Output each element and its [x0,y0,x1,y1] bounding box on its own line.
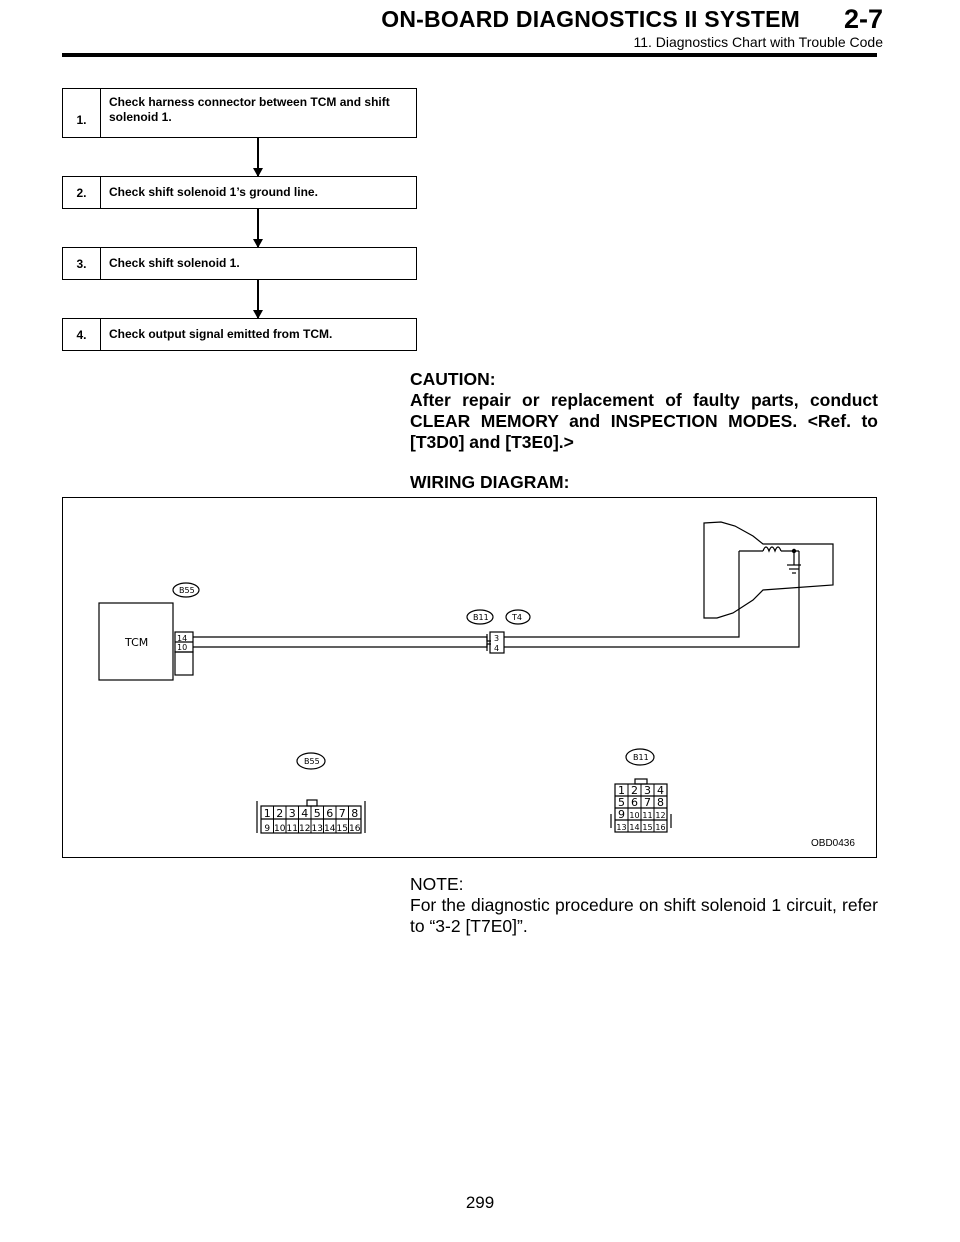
flow-step-number: 1. [63,89,101,137]
t4-label: T4 [512,613,522,622]
wiring-diagram [62,497,877,858]
b55-label: B55 [179,586,195,595]
flow-arrow-icon [257,280,259,318]
figure-code: OBD0436 [811,838,855,849]
b11-pin: 12 [655,811,666,820]
b55-pin: 12 [299,824,311,834]
b55-face-label: B55 [304,757,320,766]
b11-pin: 2 [631,784,638,797]
page-number: 299 [465,1193,495,1212]
b11-pin: 15 [642,823,653,832]
b55-pin: 2 [276,807,284,820]
flow-step-text: Check output signal emitted from TCM. [109,327,333,341]
flow-step-2 [62,176,417,209]
b55-pin: 5 [313,807,321,820]
b55-pin-grid [264,806,361,834]
b11-pin: 16 [655,823,666,832]
b11-pin: 11 [642,811,653,820]
b11-face-label: B11 [633,753,649,762]
b11-pin: 9 [618,808,625,821]
b11-pin: 8 [657,796,664,809]
header-subtitle: 11. Diagnostics Chart with Trouble Code [633,34,883,50]
caution-heading: CAUTION: [410,369,496,389]
b11-pin: 14 [629,823,640,832]
flow-step-text: Check shift solenoid 1’s ground line. [109,185,318,199]
b11-pin: 5 [618,796,625,809]
b11-label: B11 [473,613,489,622]
b55-pin: 6 [326,807,334,820]
b11-pin: 4 [657,784,664,797]
b55-pin: 3 [288,807,296,820]
flow-step-number: 4. [63,319,101,350]
b55-pin: 8 [351,807,359,820]
transmission-outline [704,522,833,618]
b55-pin: 11 [286,824,298,834]
flow-step-number: 3. [63,248,101,279]
b11-pin: 13 [616,823,627,832]
b55-pin: 14 [324,824,336,834]
note-block [410,874,878,937]
header-title: ON-BOARD DIAGNOSTICS II SYSTEM [381,6,800,32]
note-body: For the diagnostic procedure on shift solenoid 1 circuit, refer to “3-2 [T7E0]”. [410,895,878,936]
b11-pin: 6 [631,796,638,809]
b55-pin: 10 [274,824,286,834]
note-heading: NOTE: [410,874,464,894]
flow-step-text: Check shift solenoid 1. [109,256,240,270]
flow-arrow-icon [257,209,259,247]
header-rule [62,53,877,57]
b11-pin: 3 [644,784,651,797]
tcm-pin-14: 14 [177,634,188,643]
b55-pin: 7 [338,807,346,820]
wire-lower [193,644,491,647]
flow-arrow-icon [257,138,259,176]
caution-body: After repair or replacement of faulty parts, conduct CLEAR MEMORY and INSPECTION MODES. <Ref. to [T3D0] and [T3E0].> [410,390,878,452]
header-section-number: 2-7 [843,4,883,34]
tcm-pin-10: 10 [177,643,188,652]
flow-step-number: 2. [63,177,101,208]
flow-step-4 [62,318,417,351]
joint-pin-4: 4 [494,644,500,653]
caution-block [410,369,878,453]
flow-step-1 [62,88,417,138]
b55-pin: 4 [301,807,309,820]
b55-pin: 16 [349,824,361,834]
b55-pin: 9 [264,824,271,834]
b11-pin: 1 [618,784,625,797]
b55-pin: 15 [336,824,348,834]
b11-pin: 7 [644,796,651,809]
tcm-label: TCM [125,636,149,649]
joint-pin-3: 3 [494,634,500,643]
wiring-diagram-drawing [63,498,878,859]
flow-step-3 [62,247,417,280]
flow-step-text: Check harness connector between TCM and shift solenoid 1. [109,95,390,124]
wire-upper [193,637,491,641]
b11-pin-grid [616,784,665,832]
b55-pin: 13 [311,824,323,834]
wiring-diagram-heading: WIRING DIAGRAM: [410,472,570,492]
b11-pin: 10 [629,811,640,820]
b55-pin: 1 [263,807,271,820]
